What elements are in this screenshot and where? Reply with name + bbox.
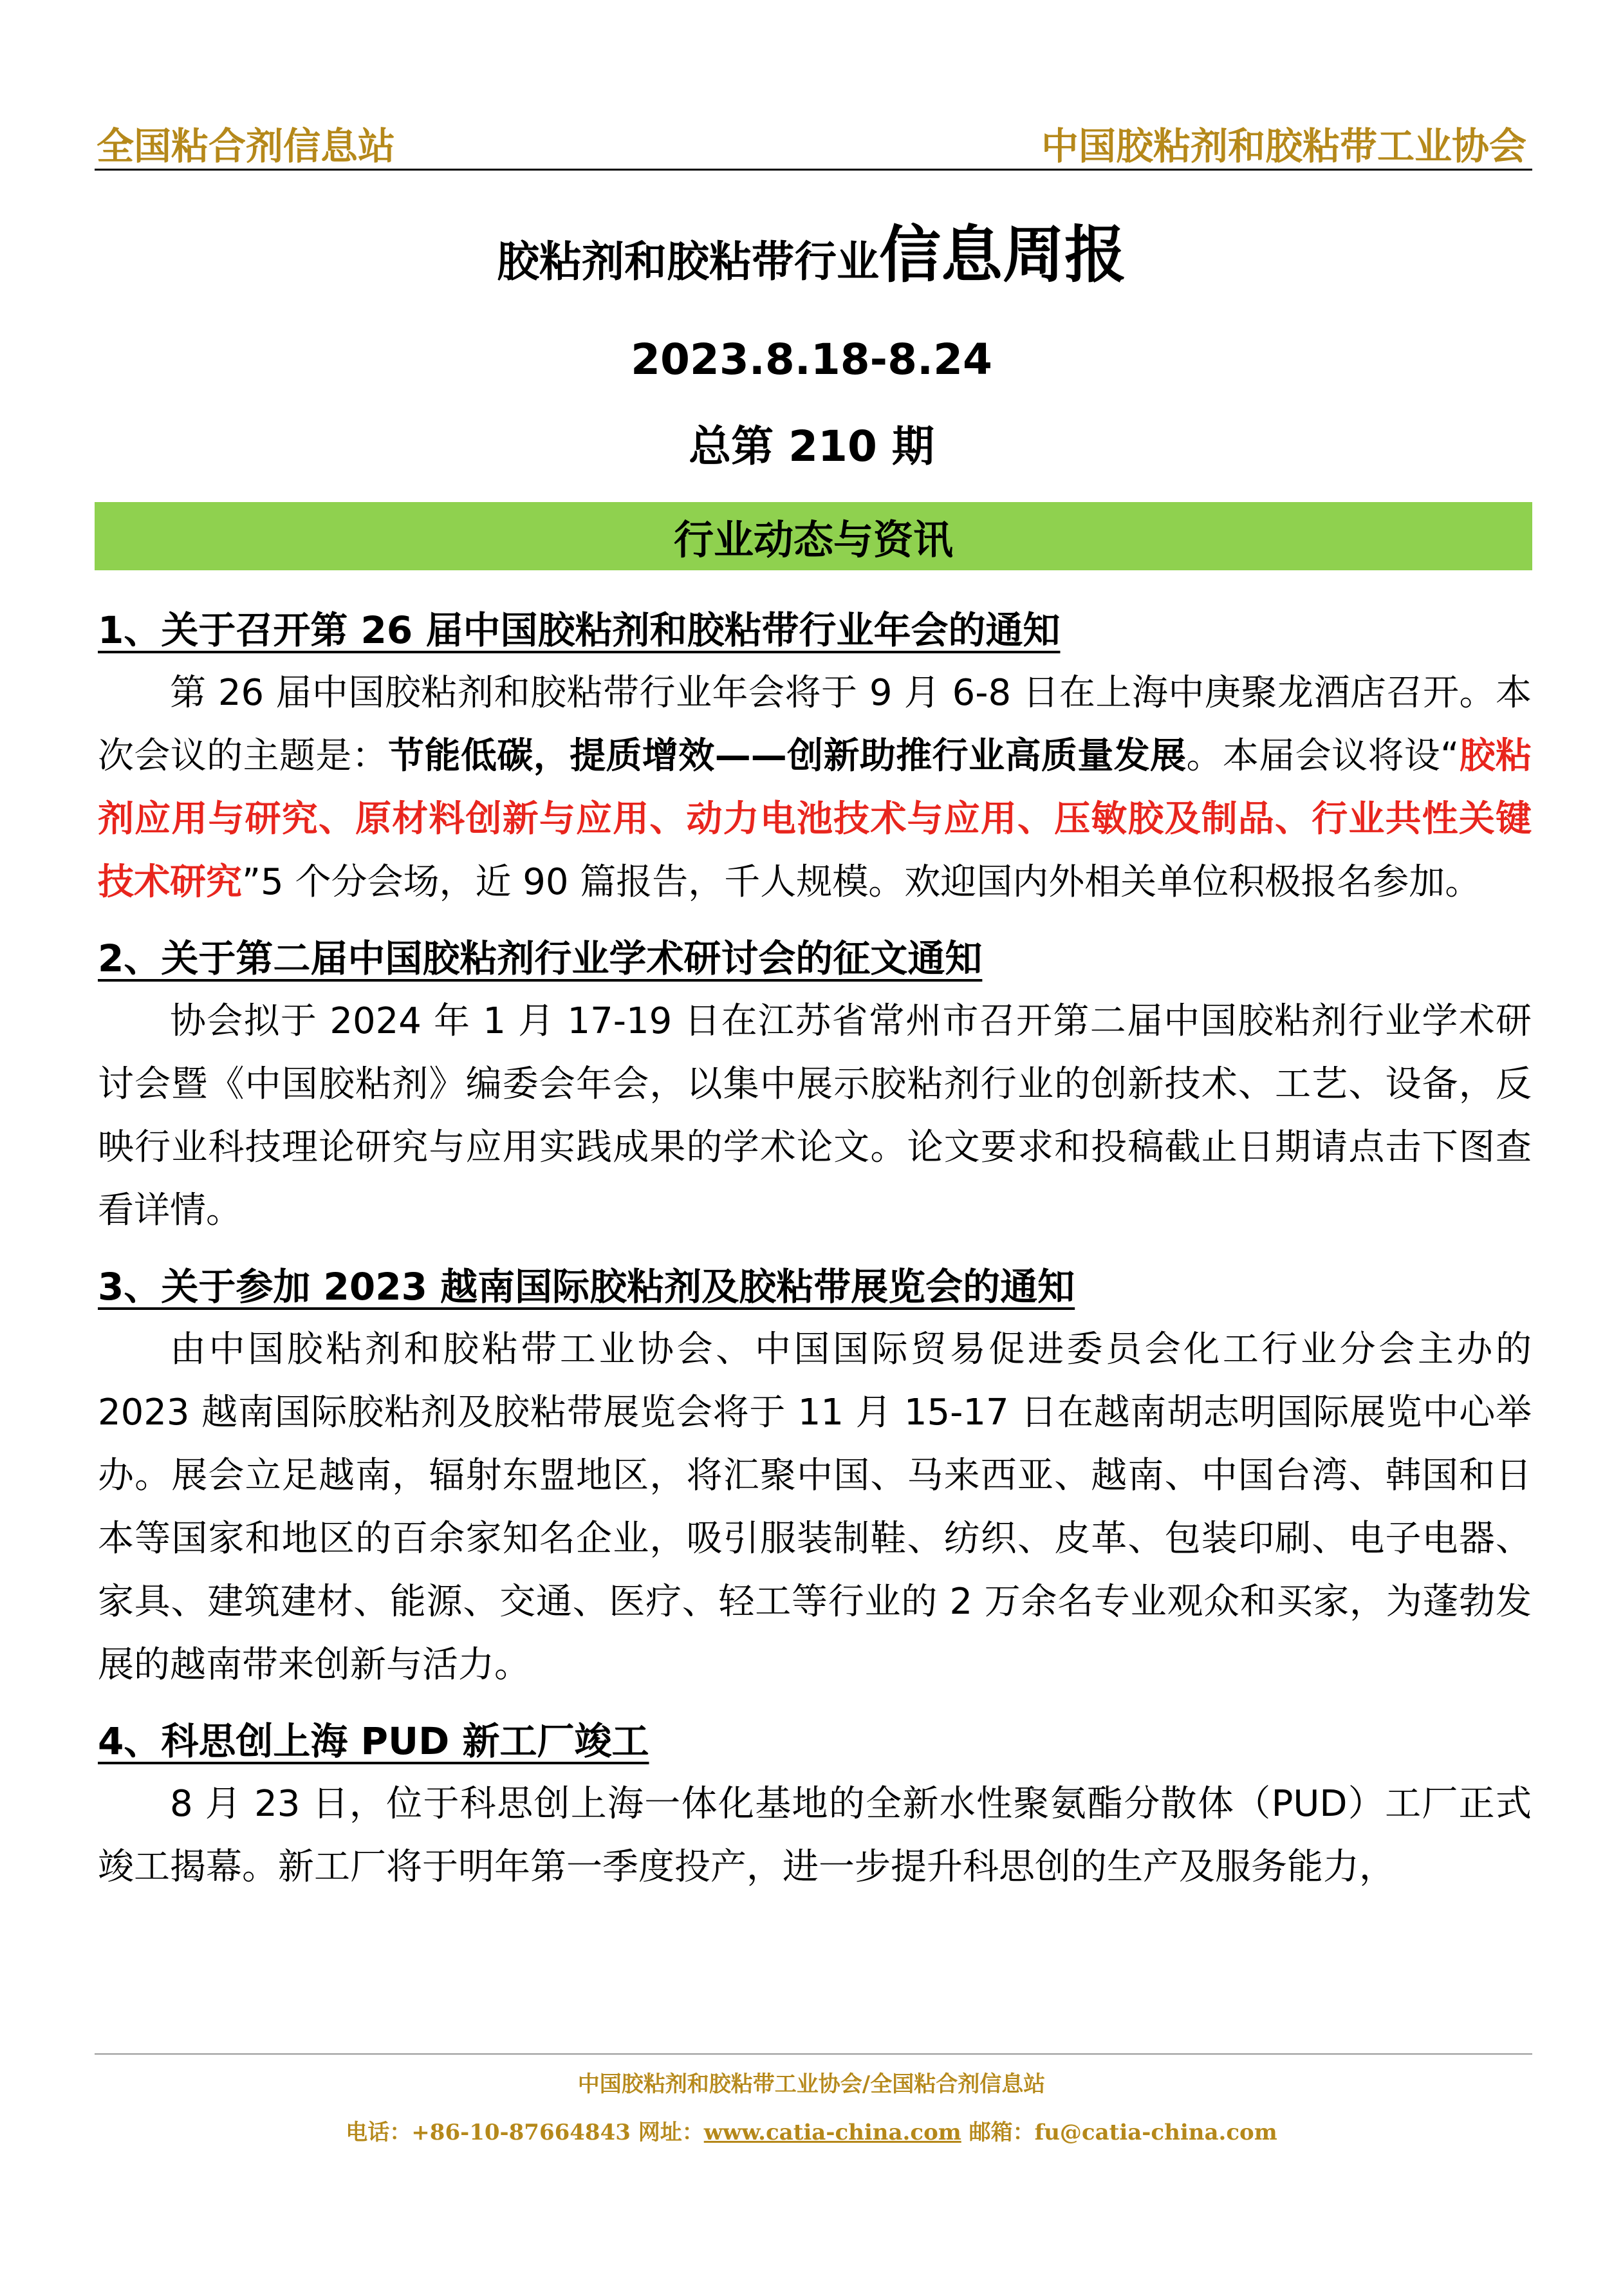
news-item-4 xyxy=(98,1710,1532,1899)
body-text: 第 26 届中国胶粘剂和胶粘带行业年会将于 9 月 6-8 日在上海中庚聚龙酒店召开。本次会议的主题是： xyxy=(98,672,1532,777)
website-link[interactable]: www.catia-china.com xyxy=(703,2120,961,2145)
news-item-body xyxy=(98,662,1532,914)
header-association-name: 中国胶粘剂和胶粘带工业协会 xyxy=(1041,124,1526,168)
date-range: 2023.8.18-8.24 xyxy=(631,335,992,384)
footer-divider xyxy=(95,2053,1532,2055)
body-text: 。本届会议将设“ xyxy=(1186,735,1460,777)
news-item-body: 8 月 23 日，位于科思创上海一体化基地的全新水性聚氨酯分散体（PUD）工厂正式竣工揭幕。新工厂将于明年第一季度投产，进一步提升科思创的生产及服务能力， xyxy=(98,1783,1532,1888)
news-item-title[interactable]: 1、关于召开第 26 届中国胶粘剂和胶粘带行业年会的通知 xyxy=(98,608,1061,652)
footer-contact xyxy=(0,2114,1623,2146)
news-item-body: 协会拟于 2024 年 1 月 17-19 日在江苏省常州市召开第二届中国胶粘剂行业学术研讨会暨《中国胶粘剂》编委会年会，以集中展示胶粘剂行业的创新技术、工艺、设备，反映行业科技理论研究与应用实践成果的学术论文。论文要求和投稿截止日期请点击下图查看详情。 xyxy=(98,1000,1532,1231)
section-heading-bar xyxy=(95,502,1532,570)
news-item-title[interactable]: 2、关于第二届中国胶粘剂行业学术研讨会的征文通知 xyxy=(98,937,983,980)
sub-venues-highlight: 胶粘剂应用与研究、原材料创新与应用、动力电池技术与应用、压敏胶及制品、行业共性关键技术研究 xyxy=(98,735,1532,903)
meeting-theme: 节能低碳，提质增效——创新助推行业高质量发展 xyxy=(388,735,1187,777)
header-site-name: 全国粘合剂信息站 xyxy=(97,124,396,168)
header-divider xyxy=(95,169,1532,171)
news-item-3 xyxy=(98,1255,1532,1697)
news-item-1 xyxy=(98,599,1532,914)
news-content xyxy=(98,599,1532,1912)
section-heading: 行业动态与资讯 xyxy=(673,516,953,563)
footer-organization: 中国胶粘剂和胶粘带工业协会/全国粘合剂信息站 xyxy=(577,2071,1046,2097)
footer-phone: 电话：+86-10-87664843 网址： xyxy=(346,2120,704,2145)
footer-email: 邮箱：fu@catia-china.com xyxy=(961,2120,1277,2145)
title-main: 信息周报 xyxy=(879,219,1126,291)
news-item-body: 由中国胶粘剂和胶粘带工业协会、中国国际贸易促进委员会化工行业分会主办的 2023 越南国际胶粘剂及胶粘带展览会将于 11 月 15-17 日在越南胡志明国际展览中心举办。展会立足越南，辐射东盟地区，将汇聚中国、马来西亚、越南、中国台湾、韩国和日本等国家和地区的百余家知名企业，吸引服装制鞋、纺织、皮革、包装印刷、电子电器、家具、建筑建材、能源、交通、医疗、轻工等行业的 2 万余名专业观众和买家，为蓬勃发展的越南带来创新与活力。 xyxy=(98,1329,1532,1686)
news-item-2 xyxy=(98,927,1532,1242)
body-text: ”5 个分会场，近 90 篇报告，千人规模。欢迎国内外相关单位积极报名参加。 xyxy=(242,861,1481,903)
page-title xyxy=(0,206,1623,294)
issue-number: 总第 210 期 xyxy=(689,422,934,471)
news-item-title[interactable]: 3、关于参加 2023 越南国际胶粘剂及胶粘带展览会的通知 xyxy=(98,1265,1075,1309)
news-item-title[interactable]: 4、科思创上海 PUD 新工厂竣工 xyxy=(98,1719,649,1763)
title-prefix: 胶粘剂和胶粘带行业 xyxy=(497,237,879,286)
